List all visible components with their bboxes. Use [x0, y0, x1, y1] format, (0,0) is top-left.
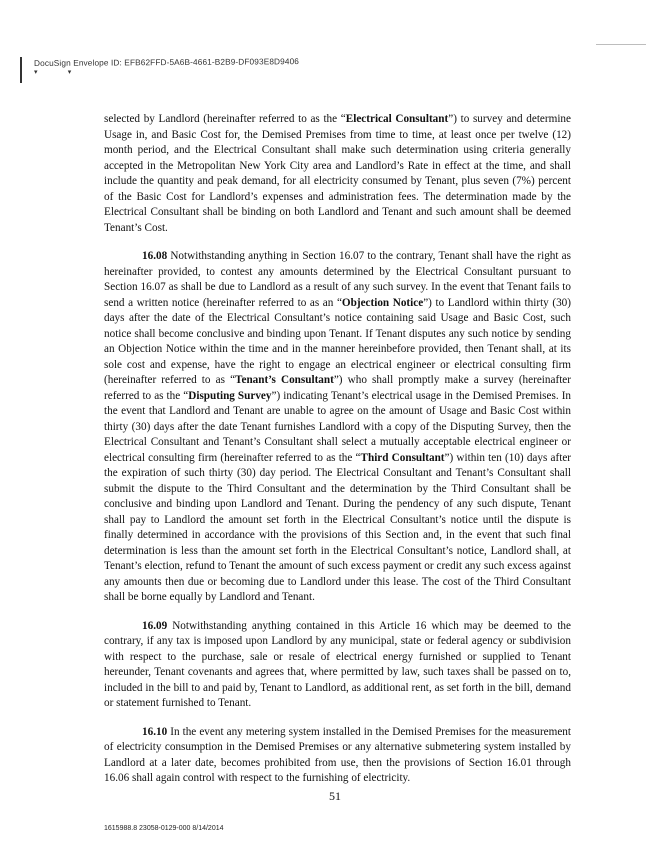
- margin-bar: [20, 57, 22, 83]
- text-run: Notwithstanding anything contained in this Article 16 which may be deemed to the contrary, if any tax is imposed upon Landlord by any municipal, state or federal agency or subdivision with respect to the purchase, sale or resale of electrical energy furnished or supplied to Tenant hereunder, Tenant covenants and agrees that, where permitted by law, such taxes shall be passed on to, included in the bill to and paid by, Tenant to Landlord, as additional rent, as set forth in the bill, demand or statement furnished to Tenant.: [104, 619, 571, 709]
- page-number: 51: [329, 789, 341, 803]
- text-run: ”) to survey and determine Usage in, and Basic Cost for, the Demised Premises from time to time, at least once per twelve (12) month period, and the Electrical Consultant shall make such determination using criteria generally accepted in the Metropolitan New York City area and Landlord’s Rate in effect at the time, and shall include the quantity and peak demand, for all electricity consumed by Tenant, plus seven (7%) percent of the Basic Cost for Landlord’s expenses and administration fees. The determination made by the Electrical Consultant shall be binding on both Landlord and Tenant and such amount shall be deemed Tenant’s Cost.: [104, 113, 571, 234]
- section-number: 16.09: [142, 619, 168, 632]
- defined-term: Objection Notice: [341, 296, 424, 309]
- section-number: 16.08: [142, 250, 168, 262]
- defined-term: Third Consultant: [360, 451, 445, 464]
- body-text: [104, 112, 571, 800]
- text-run: ”) who shall promptly make a survey (hereinafter referred to as the “: [104, 374, 571, 402]
- section-number: 16.10: [142, 725, 168, 738]
- paragraph-continuation: [104, 112, 571, 236]
- section-16-09: [104, 619, 571, 712]
- defined-term: Tenant’s Consultant: [235, 374, 334, 386]
- document-code: 1615988.8 23058-0129-000 8/14/2014: [104, 825, 224, 832]
- text-run: ”) within ten (10) days after the expiration of such thirty (30) day period. The Electrical Consultant and Tenant’s Consultant shall submit the dispute to the Third Consultant and the determination by the Third Consultant shall be conclusive and binding upon Landlord and Tenant. During the pendency of any such dispute, Tenant shall pay to Landlord the amount set forth in the Electrical Consultant’s notice until the dispute is finally determined in accordance with the provisions of this Section and, in the event that such final determination is less than the amount set forth in the Electrical Consultant’s notice, Landlord shall, at Tenant’s election, refund to Tenant the amount of such excess payment or credit any such excess against any amounts then due or becoming due to Landlord under this lease. The cost of the Third Consultant shall be borne equally by Landlord and Tenant.: [104, 451, 572, 603]
- text-run: ”) to Landlord within thirty (30) days after the date of the Electrical Consultant’s notice containing said Usage and Basic Cost, such notice shall become conclusive and binding upon Tenant. If Tenant disputes any such notice by sending an Objection Notice within the time and in the manner hereinbefore provided, then Tenant shall, at its sole cost and expense, have the right to engage an electrical engineer or electrical consulting firm (hereinafter referred to as “: [104, 296, 572, 386]
- text-run: selected by Landlord (hereinafter referred to as the “: [104, 113, 346, 125]
- text-run: ”) indicating Tenant’s electrical usage in the Demised Premises. In the event that Landlord and Tenant are unable to agree on the amount of Usage and Basic Cost within thirty (30) days after the date Tenant furnishes Landlord with a copy of the Disputing Survey, then the Electrical Consultant and Tenant’s Consultant shall select a mutually acceptable electrical engineer or electrical consulting firm (hereinafter referred to as the “: [104, 389, 572, 464]
- section-16-08: [104, 249, 571, 606]
- text-run: Notwithstanding anything in Section 16.07 to the contrary, Tenant shall have the right as hereinafter provided, to contest any amounts determined by the Electrical Consultant pursuant to Section 16.07 as shall be due to Landlord as a result of any such survey. In the event that Tenant fails to send a written notice (hereinafter referred to as an “: [104, 250, 571, 309]
- defined-term: Electrical Consultant: [345, 113, 449, 125]
- section-16-10: [104, 725, 571, 787]
- docusign-envelope-id: DocuSign Envelope ID: EFB62FFD-5A6B-4661-B2B9-DF093E8D9406: [33, 56, 300, 68]
- scan-artifact-line: [596, 44, 646, 45]
- text-run: In the event any metering system installed in the Demised Premises for the measurement of electricity consumption in the Demised Premises or any alternative submetering system installed by Landlord at a later date, becomes prohibited from use, then the provisions of Section 16.01 through 16.06 shall again control with respect to the furnishing of electricity.: [104, 725, 571, 784]
- tick-marks: ▾ ▾: [34, 68, 86, 76]
- defined-term: Disputing Survey: [188, 389, 272, 402]
